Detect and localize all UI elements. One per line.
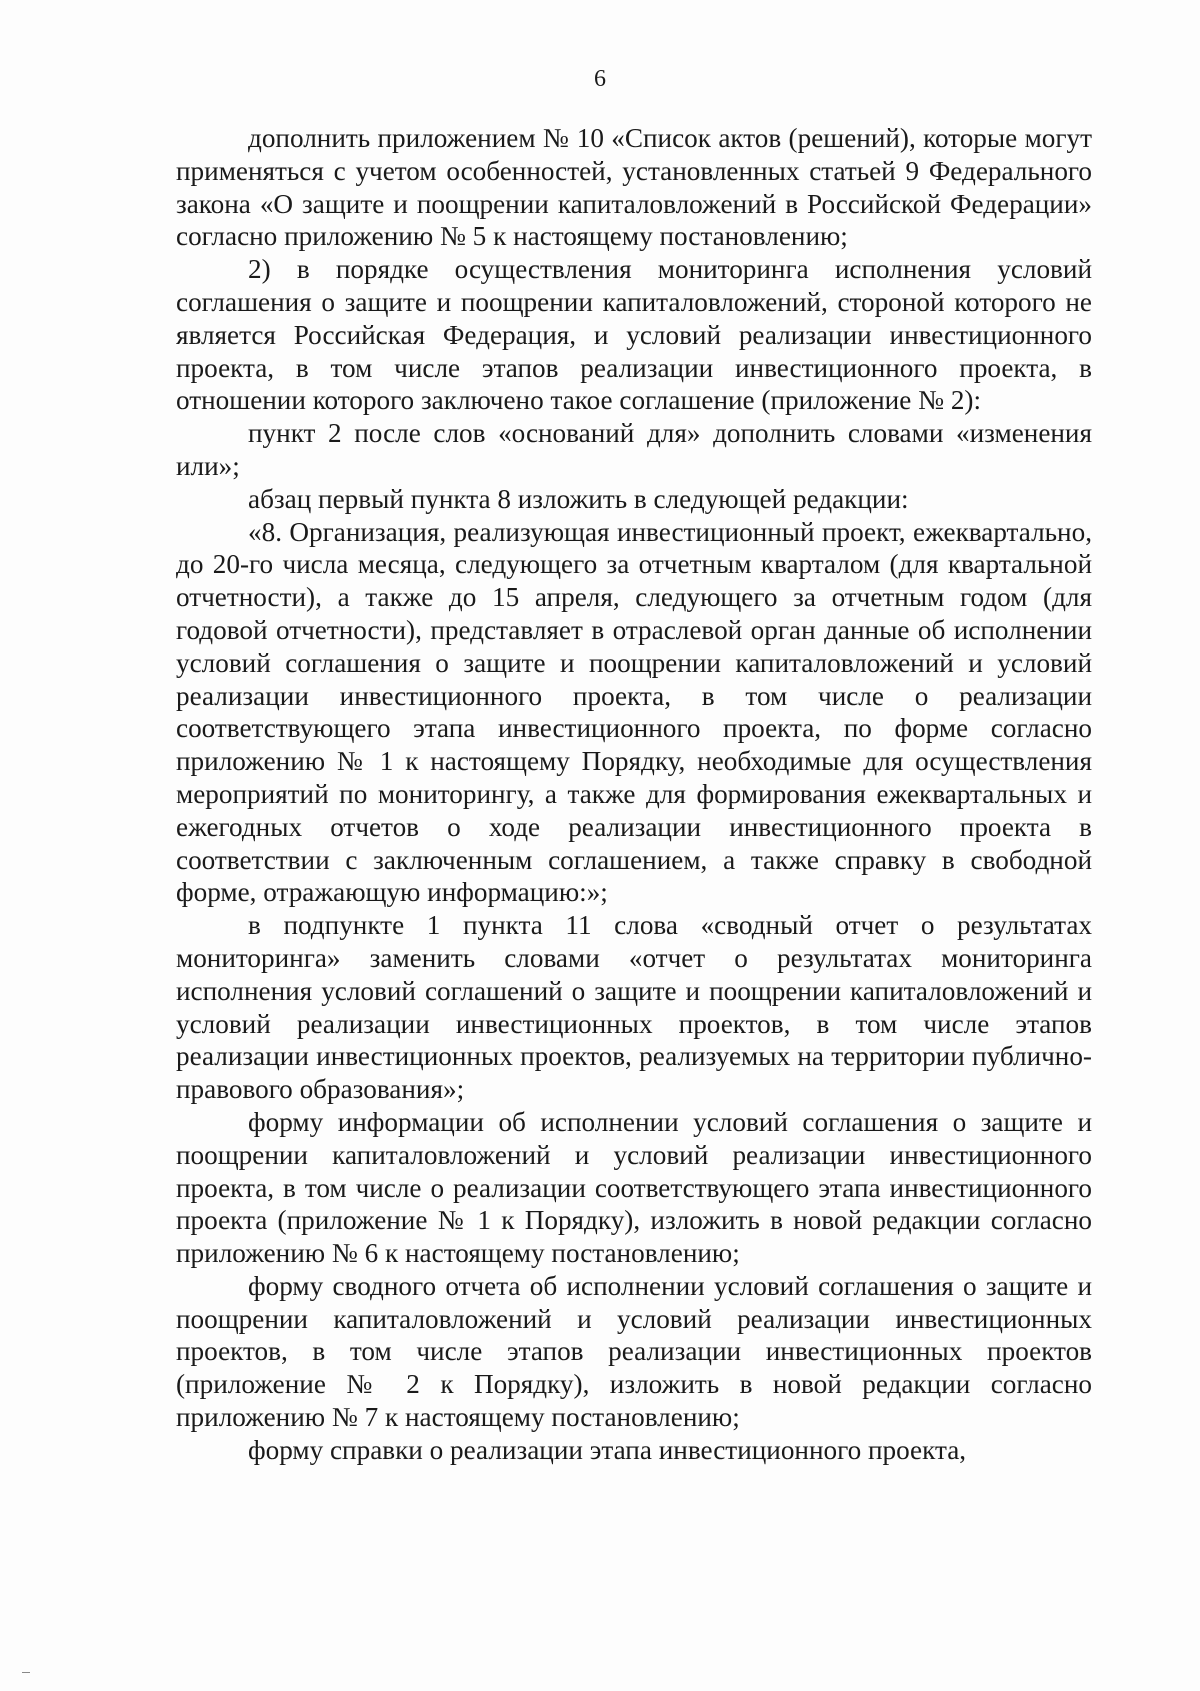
paragraph: дополнить приложением № 10 «Список актов (решений), которые могут применяться с учетом особенностей, установленных статьей 9 Федерального закона «О защите и поощрении капиталовложений в Российской Федерации» согласно приложению № 5 к настоящему постановлению; xyxy=(176,123,1092,252)
paragraph: форму справки о реализации этапа инвестиционного проекта, xyxy=(248,1434,967,1465)
paragraph: 2) в порядке осуществления мониторинга исполнения условий соглашения о защите и поощрении капиталовложений, стороной которого не является Российская Федерация, и условий реализации инвестиционного проекта, в том числе этапов реализации инвестиционного проекта, в отношении которого заключено такое соглашение (приложение № 2): xyxy=(176,254,1092,416)
document-body xyxy=(176,122,1092,1467)
paragraph: форму сводного отчета об исполнении условий соглашения о защите и поощрении капиталовложений и условий реализации инвестиционных проектов, в том числе этапов реализации инвестиционных проектов (приложение № 2 к Порядку), изложить в новой редакции согласно приложению № 7 к настоящему постановлению; xyxy=(176,1270,1092,1433)
paragraph: пункт 2 после слов «оснований для» дополнить словами «изменения или»; xyxy=(176,418,1092,481)
paragraph: форму информации об исполнении условий соглашения о защите и поощрении капиталовложений и условий реализации инвестиционного проекта, в том числе о реализации соответствующего этапа инвестиционного проекта (приложение № 1 к Порядку), изложить в новой редакции согласно приложению № 6 к настоящему постановлению; xyxy=(176,1106,1092,1269)
page-number: 6 xyxy=(594,66,606,92)
paragraph: абзац первый пункта 8 изложить в следующей редакции: xyxy=(248,483,909,514)
paragraph: «8. Организация, реализующая инвестиционный проект, ежеквартально, до 20-го числа месяца, следующего за отчетным кварталом (для квартальной отчетности), а также до 15 апреля, следующего за отчетным годом (для годовой отчетности), представляет в отраслевой орган данные об исполнении условий соглашения о защите и поощрении капиталовложений и условий реализации инвестиционного проекта, в том числе о реализации соответствующего этапа инвестиционного проекта, по форме согласно приложению № 1 к настоящему Порядку, необходимые для осуществления мероприятий по мониторингу, а также для формирования ежеквартальных и ежегодных отчетов о ходе реализации инвестиционного проекта в соответствии с заключенным соглашением, а также справку в свободной форме, отражающую информацию:»; xyxy=(176,516,1092,908)
scan-mark xyxy=(22,1672,30,1673)
paragraph: в подпункте 1 пункта 11 слова «сводный отчет о результатах мониторинга» заменить словами «отчет о результатах мониторинга исполнения условий соглашений о защите и поощрении капиталовложений и условий реализации инвестиционных проектов, в том числе этапов реализации инвестиционных проектов, реализуемых на территории публично-правового образования»; xyxy=(176,910,1092,1105)
